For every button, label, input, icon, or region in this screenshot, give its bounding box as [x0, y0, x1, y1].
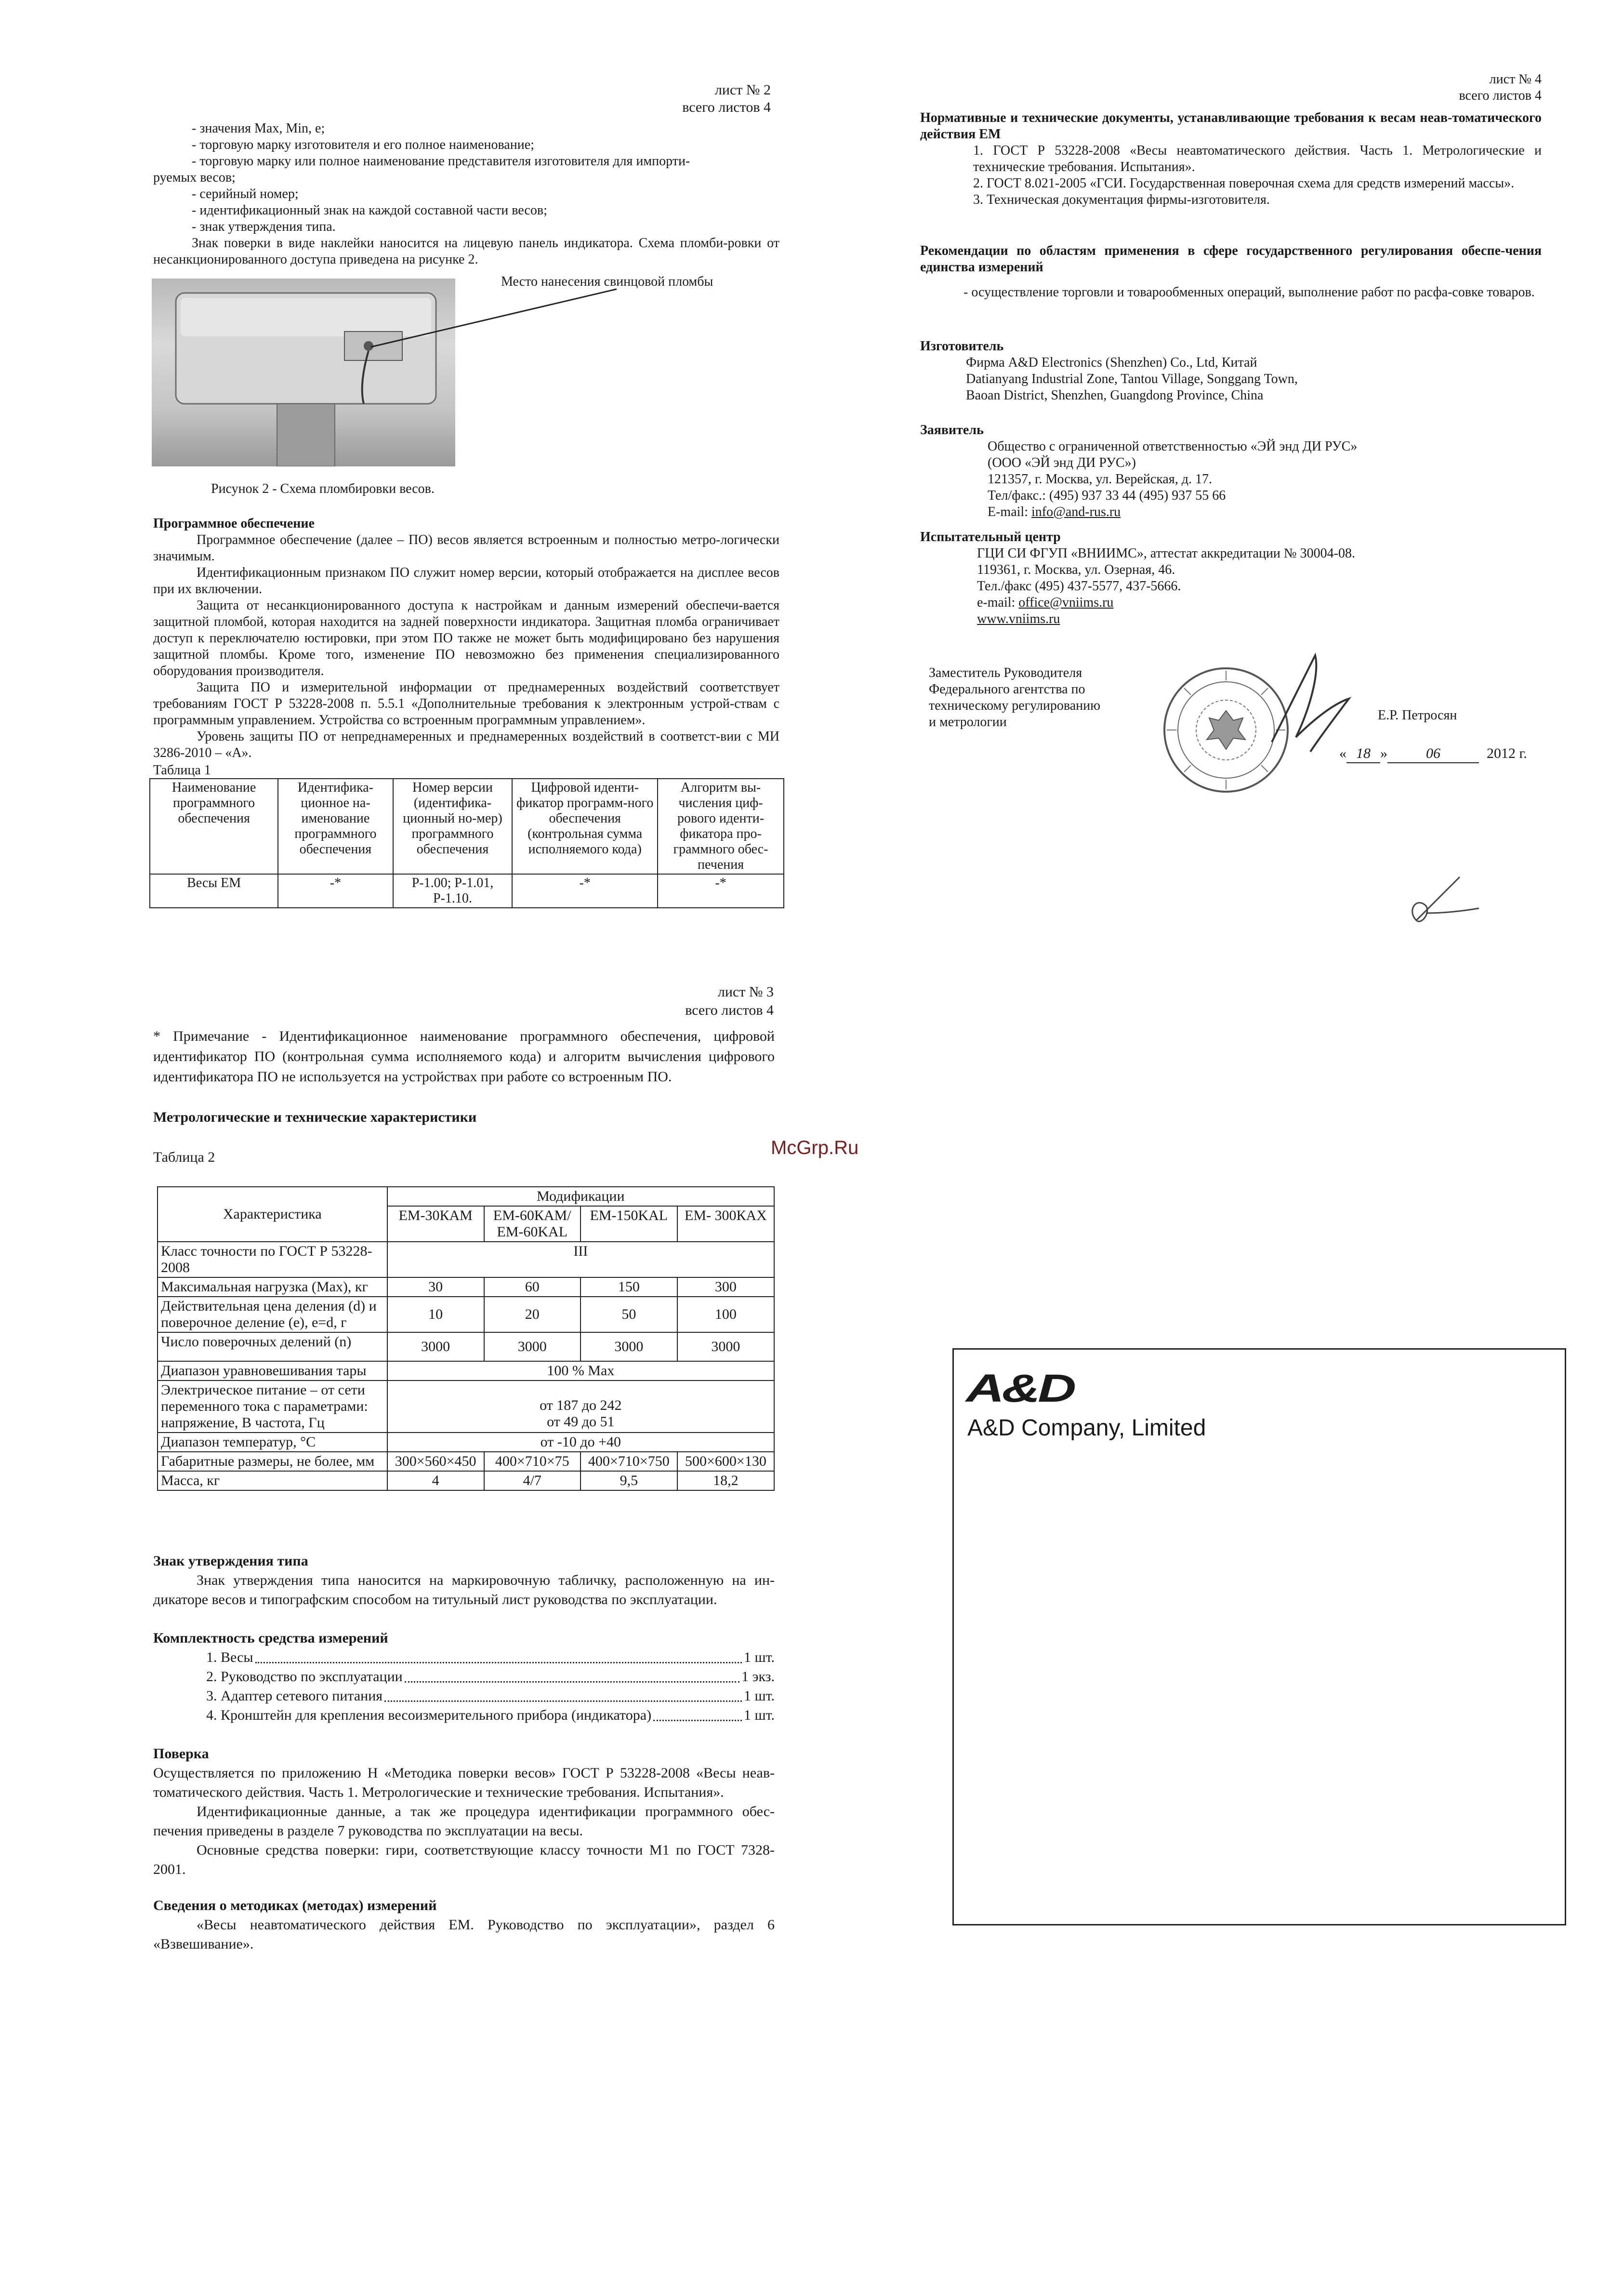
software-id-table — [149, 778, 784, 908]
table-cell — [387, 1380, 774, 1433]
kit-item-name: 2. Руководство по эксплуатации — [206, 1669, 403, 1685]
page4-total-sheets: всего листов 4 — [1459, 88, 1542, 103]
table-cell: 9,5 — [581, 1471, 677, 1490]
software-paragraph: Защита от несанкционированного доступа к настройкам и данным измерений обеспечи-вается защитной пломбой, которая находится на задней поверхности индикатора. Защитная пломба ограничивает доступ к переключателю юстировки, при этом ПО также не может быть модифицировано без нарушения защитной пломбы. Кроме того, изменение ПО невозможно без применения специализированного оборудования производителя. — [153, 598, 779, 678]
test-center-line: Тел./факс (495) 437-5577, 437-5666. — [977, 579, 1181, 594]
table-row — [158, 1297, 774, 1332]
marking-item: - серийный номер; — [192, 186, 299, 201]
applicant-email-link[interactable]: info@and-rus.ru — [1031, 504, 1121, 519]
verification-paragraph: Основные средства поверки: гири, соответствующие классу точности M1 по ГОСТ 7328-2001. — [153, 1842, 775, 1877]
table-cell: Весы ЕМ — [150, 874, 278, 908]
table-header-cell: Идентифика-ционное на-именование программного обеспечения — [278, 779, 393, 874]
model-header: ЕМ- 300КАХ — [677, 1206, 774, 1242]
manufacturer-line: Datianyang Industrial Zone, Tantou Village, Songgang Town, — [966, 372, 1298, 386]
manufacturer-heading: Изготовитель — [920, 339, 1004, 354]
table-cell: -* — [658, 874, 784, 908]
deputy-line: и метрологии — [929, 715, 1007, 730]
table-header-cell: Номер версии (идентифика-ционный но-мер) программного обеспечения — [393, 779, 513, 874]
kit-item-name: 3. Адаптер сетевого питания — [206, 1688, 383, 1704]
marking-item: - значения Max, Min, e; — [192, 121, 325, 136]
deputy-line: техническому регулированию — [929, 698, 1101, 713]
software-paragraph: Уровень защиты ПО от непреднамеренных и преднамеренных воздействий в соответст-вии с МИ 3286-2010 – «А». — [153, 729, 779, 760]
row-label: Действительная цена деления (d) и поверочное деление (e), e=d, г — [158, 1297, 387, 1332]
software-paragraph: Защита ПО и измерительной информации от преднамеренных воздействий соответствует требованиям ГОСТ Р 53228-2008 п. 5.5.1 «Дополнительные требования к электронным устрой-ствам с программным управлением. Устройства со встроенным программным управлением». — [153, 680, 779, 728]
verification-heading: Поверка — [153, 1746, 209, 1762]
table-cell: 3000 — [387, 1332, 484, 1361]
test-center-site-link[interactable]: www.vniims.ru — [977, 611, 1060, 626]
table-cell: от -10 до +40 — [387, 1433, 774, 1452]
table-cell: 30 — [387, 1277, 484, 1297]
table-row — [158, 1332, 774, 1361]
table-header-cell: Алгоритм вы-числения циф-рового иденти-фикатора про-граммного обес-печения — [658, 779, 784, 874]
table-cell: 3000 — [677, 1332, 774, 1361]
kit-item — [153, 1706, 775, 1725]
initials-mark-icon — [1397, 867, 1484, 935]
company-box — [952, 1348, 1566, 1925]
table-cell: 100 % Max — [387, 1361, 774, 1380]
row-label: Число поверочных делений (n) — [158, 1332, 387, 1361]
table-cell: -* — [278, 874, 393, 908]
deputy-block — [929, 665, 1179, 730]
kit-item — [153, 1686, 775, 1706]
verification-paragraph: Идентификационные данные, а так же процедура идентификации программного обес-печения приведены в разделе 7 руководства по эксплуатации на весы. — [153, 1804, 775, 1839]
table-cell: 4 — [387, 1471, 484, 1490]
table-cell: 10 — [387, 1297, 484, 1332]
kit-item — [153, 1667, 775, 1686]
voltage-value: от 187 до 242 — [540, 1397, 622, 1413]
site-watermark: McGrp.Ru — [771, 1137, 859, 1158]
table-cell: -* — [512, 874, 658, 908]
row-label: Масса, кг — [158, 1471, 387, 1490]
page2-marking-list — [153, 120, 779, 268]
and-logo: A&D — [966, 1367, 1074, 1410]
table-cell: 4/7 — [484, 1471, 581, 1490]
model-header: ЕМ-60КАМ/ ЕМ-60KAL — [484, 1206, 581, 1242]
date-day: 18 — [1346, 744, 1380, 763]
test-center-line: 119361, г. Москва, ул. Озерная, 46. — [977, 562, 1175, 577]
signature-date — [1339, 744, 1551, 763]
table-cell: 300 — [677, 1277, 774, 1297]
kit-item-qty: 1 шт. — [744, 1688, 775, 1704]
applicant-email-line — [920, 504, 1542, 520]
norm-docs-heading: Нормативные и технические документы, устанавливающие требования к весам неав-томатического действия ЕМ — [920, 110, 1542, 142]
deputy-line: Федерального агентства по — [929, 682, 1085, 697]
date-quote-open: « — [1339, 745, 1346, 761]
test-center-section — [920, 529, 1542, 627]
applicant-line: 121357, г. Москва, ул. Верейская, д. 17. — [988, 472, 1212, 487]
table-cell: 400×710×75 — [484, 1452, 581, 1471]
table-row — [158, 1452, 774, 1471]
table-header-cell: Цифровой иденти-фикатор программ-ного обеспечения (контрольная сумма исполняемого кода) — [512, 779, 658, 874]
page3-total-sheets: всего листов 4 — [685, 1002, 774, 1018]
table-row — [158, 1380, 774, 1433]
applicant-line: Общество с ограниченной ответственностью «ЭЙ энд ДИ РУС» — [988, 439, 1358, 454]
table-row — [158, 1471, 774, 1490]
kit-heading: Комплектность средства измерений — [153, 1630, 388, 1646]
table-row — [150, 874, 784, 908]
manufacturer-section — [920, 338, 1542, 404]
kit-item-qty: 1 шт. — [744, 1707, 775, 1723]
table-row — [150, 779, 784, 874]
table-cell: Р-1.00; Р-1.01, Р-1.10. — [393, 874, 513, 908]
row-label: Габаритные размеры, не более, мм — [158, 1452, 387, 1471]
test-center-line: ГЦИ СИ ФГУП «ВНИИМС», аттестат аккредитации № 30004-08. — [977, 546, 1355, 561]
marking-item: - идентификационный знак на каждой составной части весов; — [192, 203, 547, 218]
page2-total-sheets: всего листов 4 — [682, 99, 771, 115]
page2-sheet-number: лист № 2 — [714, 82, 771, 98]
signature-icon — [1262, 646, 1359, 756]
kit-item-name: 4. Кронштейн для крепления весоизмерительного прибора (индикатора) — [206, 1707, 652, 1723]
methods-text: «Весы неавтоматического действия ЕМ. Руководство по эксплуатации», раздел 6 «Взвешивание». — [153, 1917, 775, 1952]
table-cell: 300×560×450 — [387, 1452, 484, 1471]
test-center-email-link[interactable]: office@vniims.ru — [1018, 595, 1114, 610]
table-row — [158, 1433, 774, 1452]
date-month: 06 — [1387, 744, 1479, 763]
specs-table — [157, 1186, 775, 1491]
table-cell: 3000 — [581, 1332, 677, 1361]
company-name: A&D Company, Limited — [967, 1415, 1206, 1441]
model-header: ЕМ-150KAL — [581, 1206, 677, 1242]
seal-location-label: Место нанесения свинцовой пломбы — [501, 274, 713, 289]
methods-heading: Сведения о методиках (методах) измерений — [153, 1898, 437, 1913]
marking-item: - знак утверждения типа. — [192, 219, 336, 234]
signatory-name: Е.Р. Петросян — [1378, 708, 1457, 723]
verification-section — [153, 1744, 775, 1879]
norm-doc-item: 2. ГОСТ 8.021-2005 «ГСИ. Государственная поверочная схема для средств измерений массы». — [973, 176, 1515, 191]
table-cell: 60 — [484, 1277, 581, 1297]
table-row — [158, 1277, 774, 1297]
software-paragraph: Идентификационным признаком ПО служит номер версии, который отображается на дисплее весов при их включении. — [153, 565, 779, 597]
kit-item — [153, 1648, 775, 1667]
recommendations-heading: Рекомендации по областям применения в сфере государственного регулирования обеспе-чения единства измерений — [920, 243, 1542, 275]
recommendations-section — [920, 243, 1542, 301]
figure-2-caption: Рисунок 2 - Схема пломбировки весов. — [211, 481, 435, 496]
row-label: Класс точности по ГОСТ Р 53228-2008 — [158, 1242, 387, 1277]
table2-title: Таблица 2 — [153, 1149, 215, 1165]
kit-item-qty: 1 шт. — [744, 1649, 775, 1665]
table-header-cell: Наименование программного обеспечения — [150, 779, 278, 874]
table-cell: III — [387, 1242, 774, 1277]
table-cell: 50 — [581, 1297, 677, 1332]
table1-title: Таблица 1 — [153, 763, 211, 778]
row-label: Электрическое питание – от сети переменного тока с параметрами: напряжение, В частота, Гц — [158, 1380, 387, 1433]
software-heading: Программное обеспечение — [153, 516, 315, 531]
page3-sheet-number: лист № 3 — [717, 984, 774, 1000]
software-paragraph: Программное обеспечение (далее – ПО) весов является встроенным и полностью метро-логически значимым. — [153, 532, 779, 564]
manufacturer-line: Baoan District, Shenzhen, Guangdong Province, China — [966, 388, 1264, 403]
software-section — [153, 516, 779, 761]
verification-paragraph: Осуществляется по приложению Н «Методика поверки весов» ГОСТ Р 53228-2008 «Весы неав-томатического действия. Часть 1. Метрологические и технические требования. Испытания». — [153, 1765, 775, 1800]
test-center-email-line — [920, 595, 1542, 611]
table-cell: 100 — [677, 1297, 774, 1332]
test-center-heading: Испытательный центр — [920, 530, 1061, 544]
kit-section — [153, 1629, 775, 1725]
kit-item-name: 1. Весы — [206, 1649, 253, 1665]
email-label: E-mail: — [988, 504, 1031, 519]
approval-heading: Знак утверждения типа — [153, 1553, 308, 1569]
marking-item: руемых весов; — [153, 170, 236, 185]
model-header: ЕМ-30КАМ — [387, 1206, 484, 1242]
date-quote-close: » — [1380, 745, 1387, 761]
test-center-site-line — [920, 611, 1542, 627]
seal-pointer-line — [366, 284, 626, 352]
methods-section — [153, 1896, 775, 1954]
norm-docs-section — [920, 110, 1542, 208]
table-header-cell: Модификации — [387, 1187, 774, 1206]
recommendations-text: - осуществление торговли и товарообменных операций, выполнение работ по расфа-совке товаров. — [963, 285, 1535, 300]
software-note: * Примечание - Идентификационное наименование программного обеспечения, цифровой идентификатор ПО (контрольная сумма исполняемого кода) и алгоритм вычисления цифрового идентификатора ПО не используется на устройствах при работе со встроенным ПО. — [153, 1028, 775, 1085]
table-cell: 400×710×750 — [581, 1452, 677, 1471]
metro-heading: Метрологические и технические характеристики — [153, 1109, 477, 1125]
table-row — [158, 1242, 774, 1277]
verification-mark-text: Знак поверки в виде наклейки наносится на лицевую панель индикатора. Схема пломби-ровки от несанкционированного доступа приведена на рисунке 2. — [153, 236, 779, 267]
marking-item: - торговую марку изготовителя и его полное наименование; — [192, 137, 534, 152]
norm-doc-item: 1. ГОСТ Р 53228-2008 «Весы неавтоматического действия. Часть 1. Метрологические и технические требования. Испытания». — [973, 143, 1542, 174]
table-row — [158, 1187, 774, 1206]
table-header-cell: Характеристика — [158, 1187, 387, 1242]
table-cell: 500×600×130 — [677, 1452, 774, 1471]
table-row — [158, 1361, 774, 1380]
table-cell: 3000 — [484, 1332, 581, 1361]
table-cell: 20 — [484, 1297, 581, 1332]
page4-sheet-number: лист № 4 — [1489, 72, 1542, 87]
approval-text: Знак утверждения типа наносится на маркировочную табличку, расположенную на ин-дикаторе весов и типографским способом на титульный лист руководства по эксплуатации. — [153, 1572, 775, 1607]
row-label: Максимальная нагрузка (Max), кг — [158, 1277, 387, 1297]
approval-section — [153, 1552, 775, 1609]
row-label: Диапазон температур, °С — [158, 1433, 387, 1452]
deputy-line: Заместитель Руководителя — [929, 665, 1082, 680]
manufacturer-line: Фирма A&D Electronics (Shenzhen) Co., Ltd, Китай — [966, 355, 1257, 370]
applicant-section — [920, 422, 1542, 520]
applicant-line: (ООО «ЭЙ энд ДИ РУС») — [988, 455, 1136, 470]
table-cell: 150 — [581, 1277, 677, 1297]
kit-item-qty: 1 экз. — [741, 1669, 775, 1685]
marking-item: - торговую марку или полное наименование представителя изготовителя для импорти- — [192, 154, 690, 169]
norm-doc-item: 3. Техническая документация фирмы-изготовителя. — [973, 192, 1270, 207]
frequency-value: от 49 до 51 — [547, 1414, 615, 1430]
table-cell: 18,2 — [677, 1471, 774, 1490]
email-label: e-mail: — [977, 595, 1019, 610]
row-label: Диапазон уравновешивания тары — [158, 1361, 387, 1380]
applicant-line: Тел/факс.: (495) 937 33 44 (495) 937 55 66 — [988, 488, 1226, 503]
applicant-heading: Заявитель — [920, 423, 984, 438]
date-year: 2012 г. — [1487, 745, 1527, 761]
